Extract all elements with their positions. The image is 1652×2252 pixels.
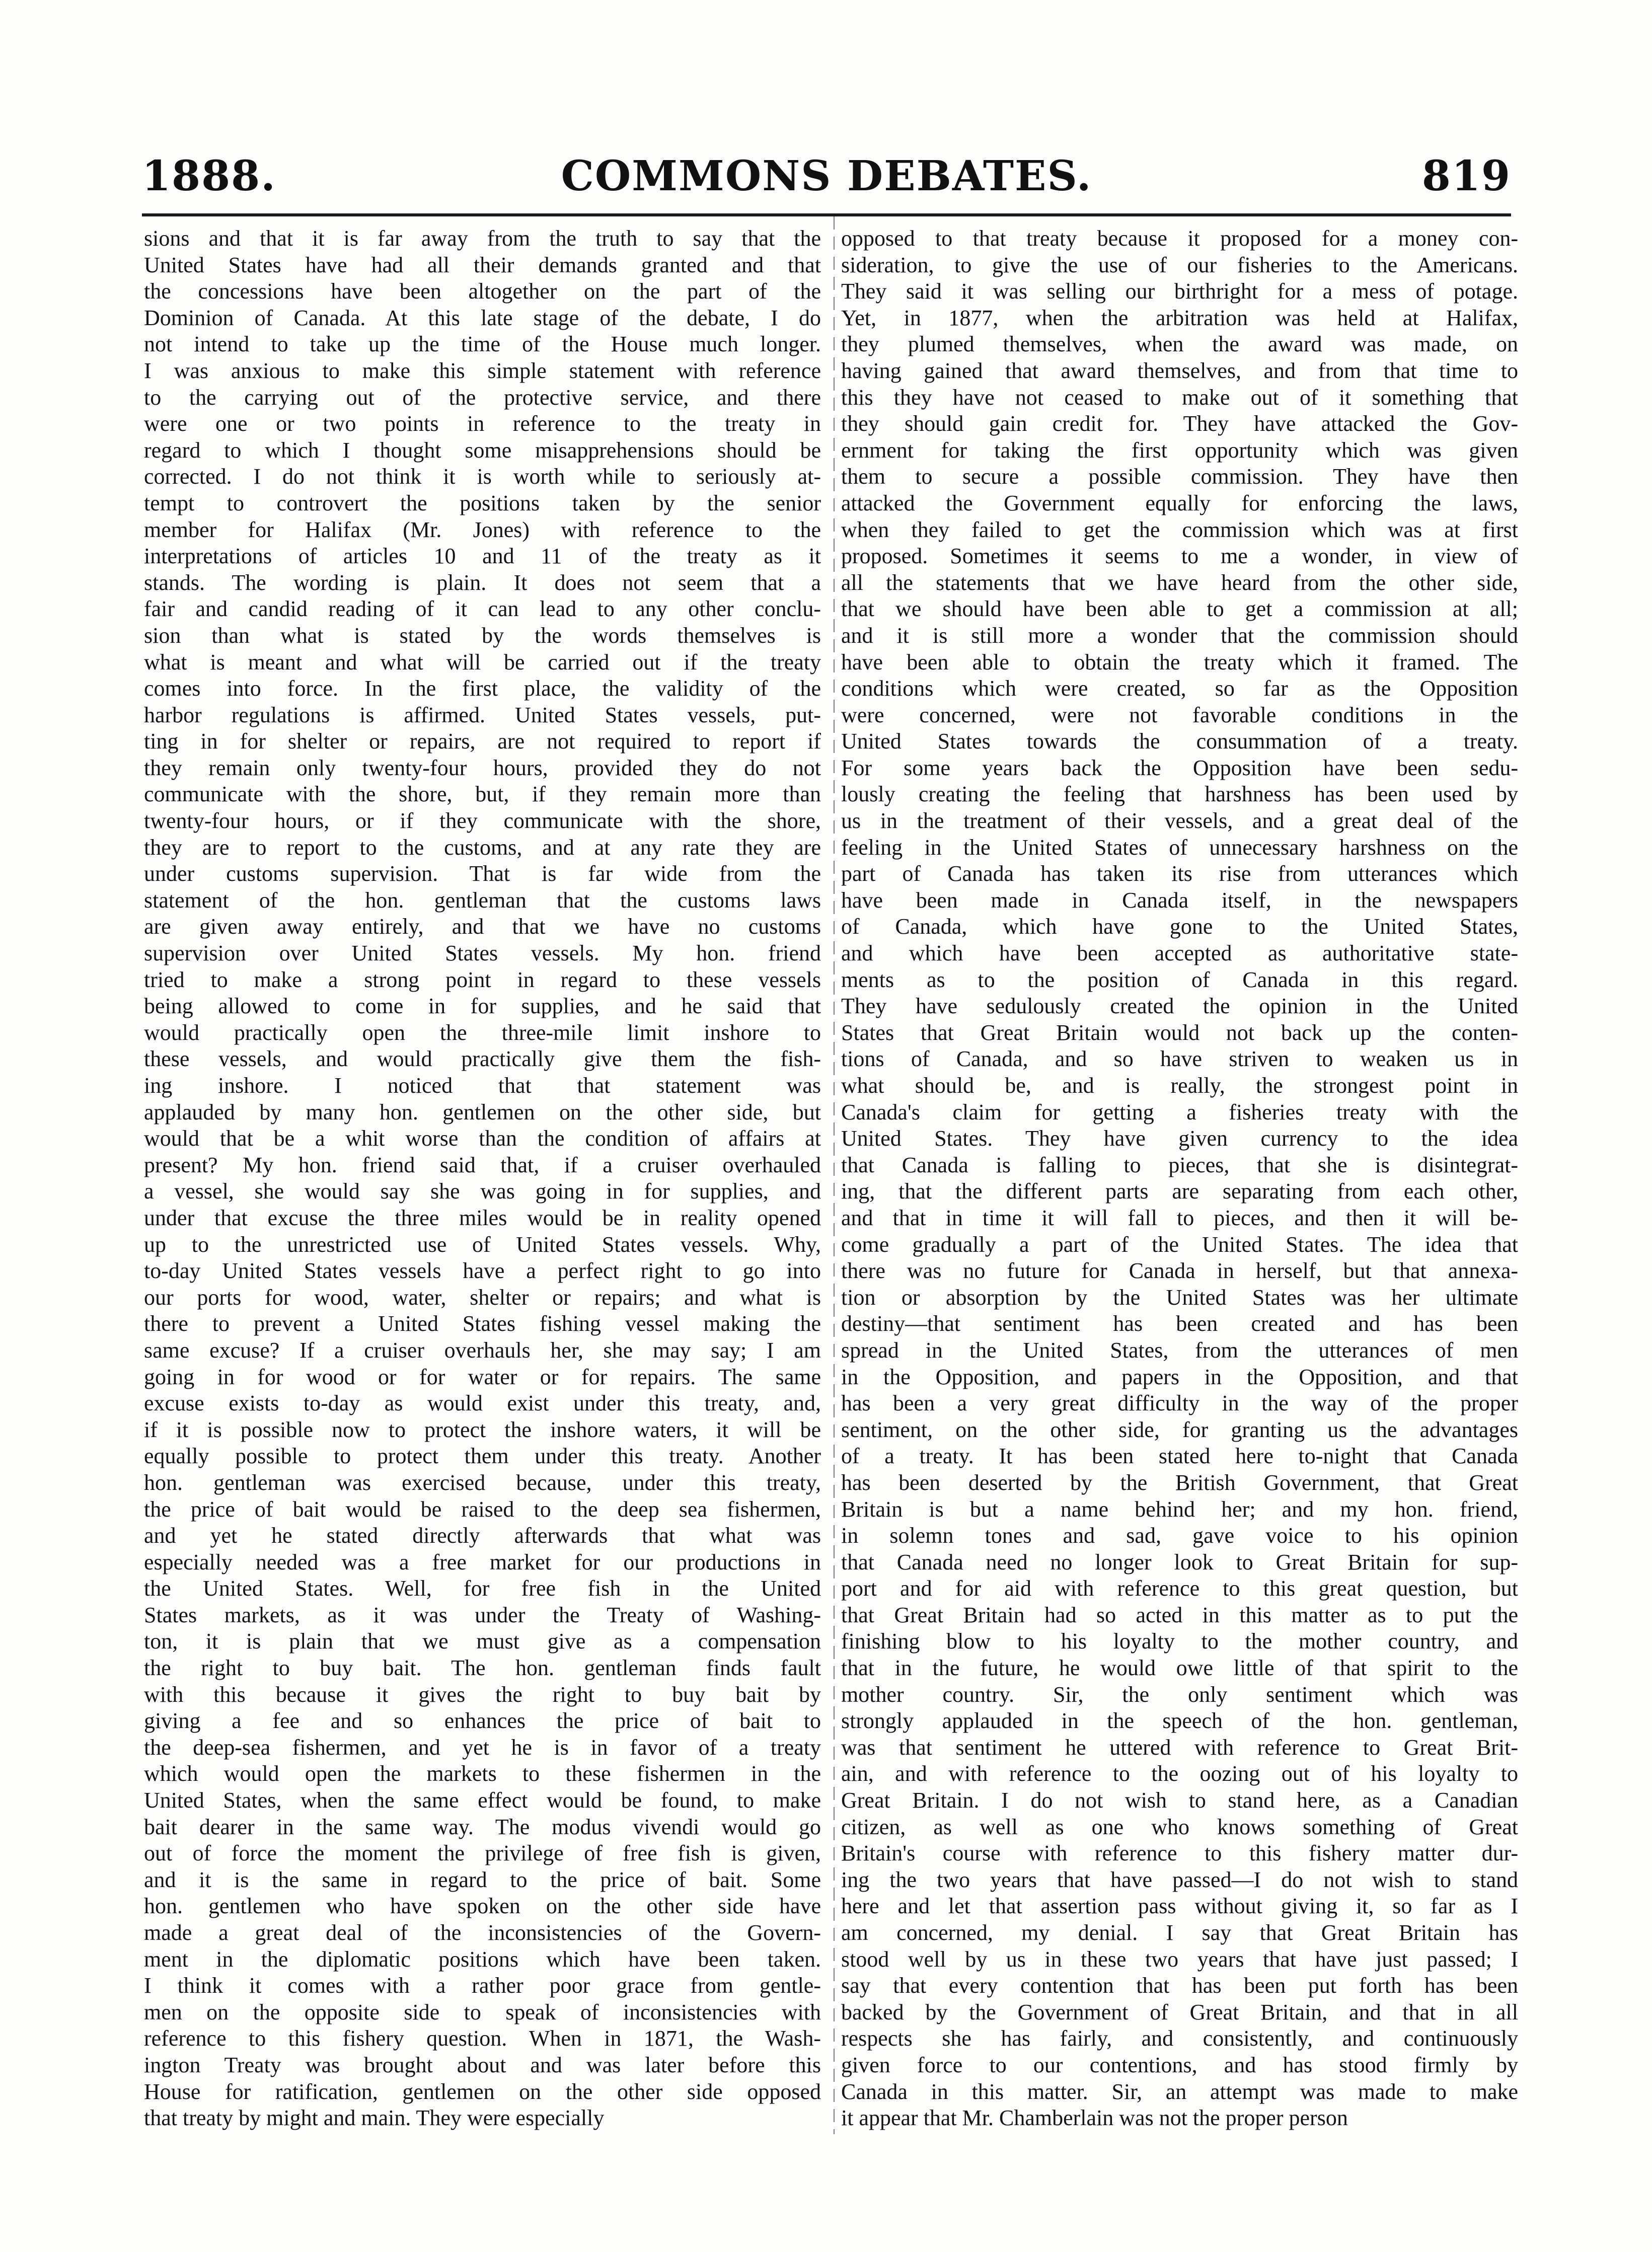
text-line: sion than what is stated by the words themselves is [144, 623, 821, 648]
text-line: stood well by us in these two years that have just passed; I [841, 1946, 1518, 1972]
text-line: under customs supervision. That is far wide from the [144, 861, 821, 886]
text-line: ing the two years that have passed—I do not wish to stand [841, 1867, 1518, 1892]
text-line: going in for wood or for water or for repairs. The same [144, 1364, 821, 1389]
text-line: bait dearer in the same way. The modus vivendi would go [144, 1814, 821, 1839]
text-line: it appear that Mr. Chamberlain was not the proper person [841, 2106, 1348, 2131]
text-line: especially needed was a free market for our productions in [144, 1549, 821, 1574]
text-line: that in the future, he would owe little of that spirit to the [841, 1656, 1518, 1681]
text-line: this they have not ceased to make out of it something that [841, 385, 1518, 410]
text-line: that Great Britain had so acted in this matter as to put the [841, 1602, 1518, 1627]
text-line: hon. gentleman was exercised because, under this treaty, [144, 1470, 821, 1495]
text-line: I think it comes with a rather poor grace from gentle- [144, 1973, 821, 1998]
text-line: not intend to take up the time of the House much longer. [144, 332, 821, 357]
text-line: strongly applauded in the speech of the hon. gentleman, [841, 1708, 1518, 1734]
text-line: there was no future for Canada in herself, but that annexa- [841, 1258, 1518, 1284]
text-line: ernment for taking the first opportunity which was given [841, 437, 1518, 463]
text-line: tempt to controvert the positions taken by the senior [144, 490, 821, 515]
text-line: and which have been accepted as authoritative state- [841, 941, 1518, 966]
text-line: spread in the United States, from the utterances of men [841, 1337, 1518, 1363]
text-line: respects she has fairly, and consistently, and continuously [841, 2026, 1518, 2051]
text-line: tion or absorption by the United States was her ultimate [841, 1285, 1518, 1310]
text-line: United States, when the same effect would be found, to make [144, 1788, 821, 1813]
header-rule [142, 213, 1511, 216]
text-line: they plumed themselves, when the award was made, on [841, 332, 1518, 357]
text-line: the concessions have been altogether on the part of the [144, 279, 821, 304]
text-line: all the statements that we have heard from the other side, [841, 570, 1518, 595]
text-line: if it is possible now to protect the inshore waters, it will be [144, 1417, 821, 1442]
text-line: tried to make a strong point in regard to these vessels [144, 967, 821, 992]
text-line: that Canada need no longer look to Great Britain for sup- [841, 1549, 1518, 1574]
text-line: tions of Canada, and so have striven to weaken us in [841, 1046, 1518, 1072]
page-number: 819 [1421, 152, 1511, 200]
text-line: proposed. Sometimes it seems to me a wonder, in view of [841, 544, 1518, 569]
text-line: to-day United States vessels have a perfect right to go into [144, 1258, 821, 1284]
text-line: out of force the moment the privilege of free fish is given, [144, 1841, 821, 1866]
text-line: of a treaty. It has been stated here to-night that Canada [841, 1444, 1518, 1469]
text-line: them to secure a possible commission. They have then [841, 464, 1518, 489]
text-line: under that excuse the three miles would be in reality opened [144, 1205, 821, 1230]
text-line: ing, that the different parts are separating from each other, [841, 1179, 1518, 1204]
text-line: United States towards the consummation of a treaty. [841, 729, 1518, 754]
text-line: giving a fee and so enhances the price of bait to [144, 1708, 821, 1734]
text-line: has been a very great difficulty in the way of the proper [841, 1391, 1518, 1416]
column-divider [834, 216, 835, 2134]
text-line: ments as to the position of Canada in this regard. [841, 967, 1518, 992]
text-line: in solemn tones and sad, gave voice to his opinion [841, 1523, 1518, 1548]
text-line: applauded by many hon. gentlemen on the other side, but [144, 1099, 821, 1124]
text-line: I was anxious to make this simple statement with reference [144, 358, 821, 383]
text-line: ington Treaty was brought about and was later before this [144, 2052, 821, 2077]
text-line: supervision over United States vessels. My hon. friend [144, 941, 821, 966]
text-line: Great Britain. I do not wish to stand here, as a Canadian [841, 1788, 1518, 1813]
text-line: that we should have been able to get a commission at all; [841, 596, 1518, 622]
text-line: what is meant and what will be carried out if the treaty [144, 649, 821, 674]
text-line: United States. They have given currency to the idea [841, 1126, 1518, 1151]
text-line: ment in the diplomatic positions which have been taken. [144, 1946, 821, 1972]
text-line: made a great deal of the inconsistencies of the Govern- [144, 1920, 821, 1945]
text-line: having gained that award themselves, and from that time to [841, 358, 1518, 383]
text-line: interpretations of articles 10 and 11 of the treaty as it [144, 544, 821, 569]
text-line: of Canada, which have gone to the United States, [841, 914, 1518, 939]
text-line: Yet, in 1877, when the arbitration was held at Halifax, [841, 305, 1518, 330]
text-line: with this because it gives the right to buy bait by [144, 1682, 821, 1707]
text-line: States markets, as it was under the Treaty of Washing- [144, 1602, 821, 1627]
text-line: when they failed to get the commission which was at first [841, 517, 1518, 542]
publication-title: COMMONS DEBATES. [561, 152, 1092, 200]
text-line: mother country. Sir, the only sentiment which was [841, 1682, 1518, 1707]
text-line: hon. gentlemen who have spoken on the other side have [144, 1894, 821, 1919]
text-line: citizen, as well as one who knows something of Great [841, 1814, 1518, 1839]
text-line: men on the opposite side to speak of inconsistencies with [144, 1999, 821, 2024]
text-line: Britain is but a name behind her; and my hon. friend, [841, 1496, 1518, 1522]
text-line: us in the treatment of their vessels, and a great deal of the [841, 808, 1518, 834]
text-line: were one or two points in reference to the treaty in [144, 411, 821, 436]
text-line: that treaty by might and main. They were especially [144, 2106, 605, 2131]
text-line: conditions which were created, so far as the Opposition [841, 676, 1518, 701]
text-line: reference to this fishery question. When in 1871, the Wash- [144, 2026, 821, 2051]
text-line: has been deserted by the British Government, that Great [841, 1470, 1518, 1495]
text-line: the right to buy bait. The hon. gentleman finds fault [144, 1656, 821, 1681]
text-line: same excuse? If a cruiser overhauls her, she may say; I am [144, 1337, 821, 1363]
text-line: opposed to that treaty because it proposed for a money con- [841, 226, 1518, 251]
text-line: Canada in this matter. Sir, an attempt was made to make [841, 2079, 1518, 2104]
text-line: ton, it is plain that we must give as a compensation [144, 1629, 821, 1654]
text-line: would practically open the three-mile limit inshore to [144, 1020, 821, 1045]
text-line: to the carrying out of the protective service, and there [144, 385, 821, 410]
text-line: feeling in the United States of unnecessary harshness on the [841, 835, 1518, 860]
text-line: would that be a whit worse than the condition of affairs at [144, 1126, 821, 1151]
right-column [841, 226, 1518, 2133]
text-line: part of Canada has taken its rise from utterances which [841, 861, 1518, 886]
text-line: States that Great Britain would not back up the conten- [841, 1020, 1518, 1045]
text-line: Britain's course with reference to this fishery matter dur- [841, 1841, 1518, 1866]
text-line: backed by the Government of Great Britain, and that in all [841, 1999, 1518, 2024]
text-line: sions and that it is far away from the truth to say that the [144, 226, 821, 251]
text-line: and it is the same in regard to the price of bait. Some [144, 1867, 821, 1892]
text-line: which would open the markets to these fishermen in the [144, 1761, 821, 1786]
text-line: excuse exists to-day as would exist under this treaty, and, [144, 1391, 821, 1416]
text-line: present? My hon. friend said that, if a cruiser overhauled [144, 1152, 821, 1177]
text-line: ing inshore. I noticed that that statement was [144, 1073, 821, 1098]
text-line: They have sedulously created the opinion in the United [841, 994, 1518, 1019]
text-line: was that sentiment he uttered with reference to Great Brit- [841, 1735, 1518, 1760]
header-year: 1888. [142, 152, 276, 200]
text-line: member for Halifax (Mr. Jones) with reference to the [144, 517, 821, 542]
text-line: in the Opposition, and papers in the Opposition, and that [841, 1364, 1518, 1389]
text-line: port and for aid with reference to this great question, but [841, 1576, 1518, 1601]
text-line: stands. The wording is plain. It does not seem that a [144, 570, 821, 595]
text-line: finishing blow to his loyalty to the mother country, and [841, 1629, 1518, 1654]
text-line: sentiment, on the other side, for granting us the advantages [841, 1417, 1518, 1442]
text-line: there to prevent a United States fishing vessel making the [144, 1311, 821, 1336]
text-line: they are to report to the customs, and at any rate they are [144, 835, 821, 860]
text-line: twenty-four hours, or if they communicate with the shore, [144, 808, 821, 834]
text-line: given force to our contentions, and has stood firmly by [841, 2052, 1518, 2077]
text-line: They said it was selling our birthright for a mess of potage. [841, 279, 1518, 304]
text-line: they remain only twenty-four hours, provided they do not [144, 755, 821, 780]
text-line: statement of the hon. gentleman that the customs laws [144, 887, 821, 913]
text-line: our ports for wood, water, shelter or repairs; and what is [144, 1285, 821, 1310]
text-line: being allowed to come in for supplies, and he said that [144, 994, 821, 1019]
text-line: United States have had all their demands granted and that [144, 252, 821, 277]
text-line: comes into force. In the first place, the validity of the [144, 676, 821, 701]
text-line: lously creating the feeling that harshness has been used by [841, 782, 1518, 807]
text-line: regard to which I thought some misapprehensions should be [144, 437, 821, 463]
text-line: were concerned, were not favorable conditions in the [841, 702, 1518, 727]
text-line: equally possible to protect them under this treaty. Another [144, 1444, 821, 1469]
text-line: Dominion of Canada. At this late stage of the debate, I do [144, 305, 821, 330]
page-header [142, 146, 1511, 206]
text-line: the United States. Well, for free fish in the United [144, 1576, 821, 1601]
text-line: and it is still more a wonder that the commission should [841, 623, 1518, 648]
text-line: come gradually a part of the United States. The idea that [841, 1232, 1518, 1257]
text-line: the deep-sea fishermen, and yet he is in favor of a treaty [144, 1735, 821, 1760]
text-line: what should be, and is really, the strongest point in [841, 1073, 1518, 1098]
left-column [144, 226, 821, 2133]
text-line: say that every contention that has been put forth has been [841, 1973, 1518, 1998]
text-line: destiny—that sentiment has been created and has been [841, 1311, 1518, 1336]
text-line: fair and candid reading of it can lead to any other conclu- [144, 596, 821, 622]
text-line: up to the unrestricted use of United States vessels. Why, [144, 1232, 821, 1257]
text-line: and that in time it will fall to pieces, and then it will be- [841, 1205, 1518, 1230]
text-line: they should gain credit for. They have attacked the Gov- [841, 411, 1518, 436]
text-line: am concerned, my denial. I say that Great Britain has [841, 1920, 1518, 1945]
text-line: attacked the Government equally for enforcing the laws, [841, 490, 1518, 515]
text-line: ting in for shelter or repairs, are not required to report if [144, 729, 821, 754]
text-line: the price of bait would be raised to the deep sea fishermen, [144, 1496, 821, 1522]
text-line: have been able to obtain the treaty which it framed. The [841, 649, 1518, 674]
text-line: have been made in Canada itself, in the newspapers [841, 887, 1518, 913]
text-line: a vessel, she would say she was going in for supplies, and [144, 1179, 821, 1204]
text-line: are given away entirely, and that we have no customs [144, 914, 821, 939]
text-line: here and let that assertion pass without giving it, so far as I [841, 1894, 1518, 1919]
text-line: these vessels, and would practically give them the fish- [144, 1046, 821, 1072]
text-line: Canada's claim for getting a fisheries treaty with the [841, 1099, 1518, 1124]
text-line: that Canada is falling to pieces, that she is disintegrat- [841, 1152, 1518, 1177]
text-line: sideration, to give the use of our fisheries to the Americans. [841, 252, 1518, 277]
text-line: communicate with the shore, but, if they remain more than [144, 782, 821, 807]
text-line: ain, and with reference to the oozing out of his loyalty to [841, 1761, 1518, 1786]
text-line: For some years back the Opposition have been sedu- [841, 755, 1518, 780]
text-line: House for ratification, gentlemen on the other side opposed [144, 2079, 821, 2104]
text-line: and yet he stated directly afterwards that what was [144, 1523, 821, 1548]
text-line: corrected. I do not think it is worth while to seriously at- [144, 464, 821, 489]
text-line: harbor regulations is affirmed. United States vessels, put- [144, 702, 821, 727]
